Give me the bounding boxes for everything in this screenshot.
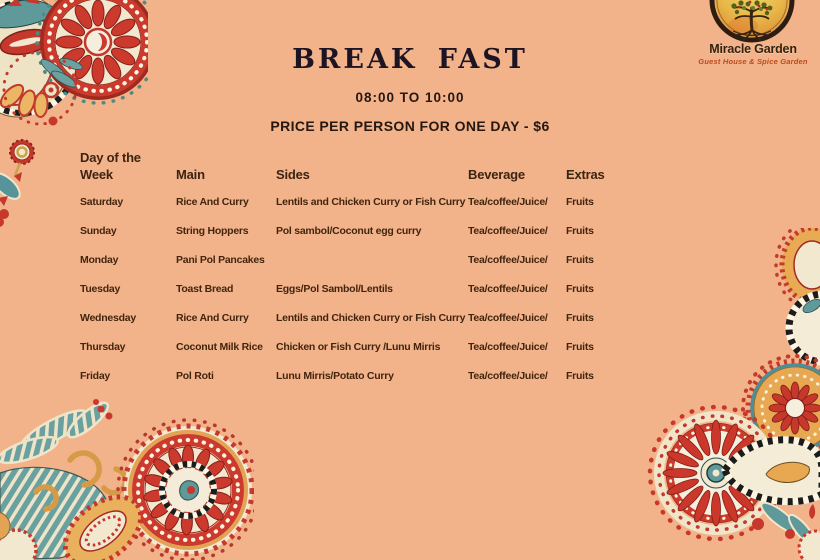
cell-extras: Fruits [566, 283, 594, 295]
column-header-beverage: Beverage [468, 167, 525, 182]
paisley-ornament-bottom-left-icon [0, 398, 254, 560]
column-header-sides: Sides [276, 167, 310, 182]
cell-sides: Eggs/Pol Sambol/Lentils [276, 283, 393, 295]
cell-day: Thursday [80, 341, 126, 353]
cell-main: Coconut Milk Rice [176, 341, 263, 353]
serving-time: 08:00 TO 10:00 [355, 90, 465, 105]
cell-beverage: Tea/coffee/Juice/ [468, 370, 548, 382]
table-header-row [80, 145, 760, 183]
miracle-garden-logo-tree-icon [697, 0, 809, 46]
logo-tagline: Guest House & Spice Garden [698, 57, 808, 66]
price-per-person: PRICE PER PERSON FOR ONE DAY - $6 [270, 118, 550, 134]
cell-beverage: Tea/coffee/Juice/ [468, 254, 548, 266]
cell-extras: Fruits [566, 370, 594, 382]
table-row [80, 312, 760, 341]
cell-beverage: Tea/coffee/Juice/ [468, 283, 548, 295]
cell-day: Friday [80, 370, 111, 382]
cell-extras: Fruits [566, 225, 594, 237]
cell-sides: Chicken or Fish Curry /Lunu Mirris [276, 341, 441, 353]
cell-beverage: Tea/coffee/Juice/ [468, 312, 548, 324]
cell-main: Rice And Curry [176, 312, 249, 324]
column-header-day: Day of the Week [80, 150, 141, 182]
cell-day: Tuesday [80, 283, 121, 295]
cell-day: Monday [80, 254, 119, 266]
logo-name: Miracle Garden [709, 42, 797, 56]
paisley-flower-left-edge-icon [0, 130, 48, 235]
cell-day: Sunday [80, 225, 117, 237]
cell-main: Pani Pol Pancakes [176, 254, 265, 266]
cell-sides: Lentils and Chicken Curry or Fish Curry [276, 312, 466, 324]
cell-sides: Lentils and Chicken Curry or Fish Curry [276, 196, 466, 208]
table-row [80, 370, 760, 399]
menu-rows [80, 196, 760, 399]
page-title: BREAK FAST [292, 44, 528, 75]
table-row [80, 254, 760, 283]
table-row [80, 196, 760, 225]
cell-extras: Fruits [566, 254, 594, 266]
column-header-extras: Extras [566, 167, 605, 182]
table-row [80, 341, 760, 370]
cell-extras: Fruits [566, 341, 594, 353]
breakfast-menu-table [80, 145, 760, 399]
cell-main: String Hoppers [176, 225, 249, 237]
cell-beverage: Tea/coffee/Juice/ [468, 225, 548, 237]
cell-day: Saturday [80, 196, 123, 208]
cell-extras: Fruits [566, 312, 594, 324]
cell-day: Wednesday [80, 312, 136, 324]
cell-beverage: Tea/coffee/Juice/ [468, 341, 548, 353]
cell-sides: Lunu Mirris/Potato Curry [276, 370, 394, 382]
table-row [80, 225, 760, 254]
cell-main: Pol Roti [176, 370, 214, 382]
cell-main: Toast Bread [176, 283, 234, 295]
column-header-main: Main [176, 167, 205, 182]
cell-sides: Pol sambol/Coconut egg curry [276, 225, 422, 237]
cell-beverage: Tea/coffee/Juice/ [468, 196, 548, 208]
cell-extras: Fruits [566, 196, 594, 208]
table-row [80, 283, 760, 312]
cell-main: Rice And Curry [176, 196, 249, 208]
